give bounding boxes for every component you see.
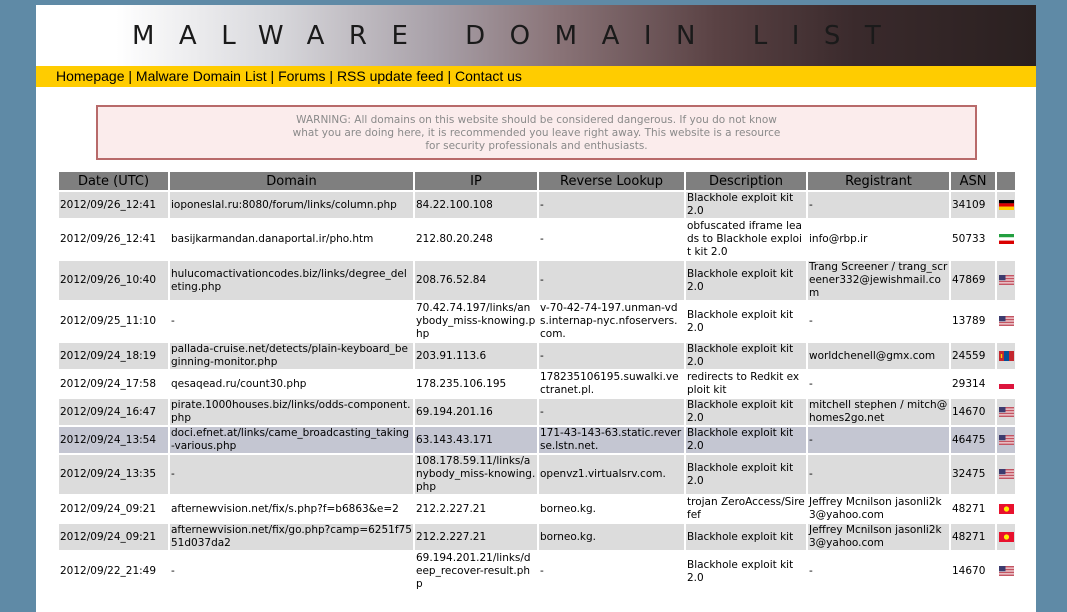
- column-header-registrant[interactable]: Registrant: [808, 172, 949, 190]
- cell-domain: afternewvision.net/fix/s.php?f=b6863&e=2: [170, 496, 413, 522]
- nav-separator: |: [443, 68, 455, 84]
- flag-usa-icon: [999, 275, 1014, 285]
- cell-domain: basijkarmandan.danaportal.ir/pho.htm: [170, 220, 413, 259]
- nav-link-malware-domain-list[interactable]: Malware Domain List: [135, 68, 267, 84]
- cell-registrant: -: [808, 192, 949, 218]
- column-header-reverse-lookup[interactable]: Reverse Lookup: [539, 172, 684, 190]
- cell-flag: [997, 552, 1015, 591]
- cell-flag: [997, 496, 1015, 522]
- flag-usa-icon: [999, 469, 1014, 479]
- site-title: MALWARE DOMAIN LIST: [132, 21, 906, 51]
- cell-ip: 63.143.43.171: [415, 427, 537, 453]
- cell-description: trojan ZeroAccess/Sirefef: [687, 496, 805, 521]
- warning-box: [96, 105, 977, 160]
- malware-table: [57, 170, 1017, 593]
- flag-kyrgyzstan-icon: [999, 532, 1014, 542]
- cell-reverse: -: [539, 261, 684, 300]
- cell-domain: ioponeslal.ru:8080/forum/links/column.php: [170, 192, 413, 218]
- table-row: [59, 302, 1015, 341]
- table-body: [59, 192, 1015, 591]
- cell-date: 2012/09/24_09:21: [59, 496, 168, 522]
- cell-flag: [997, 427, 1015, 453]
- cell-ip: 70.42.74.197/links/anybody_miss-knowing.php: [416, 302, 536, 340]
- table-row: [59, 524, 1015, 550]
- cell-date: 2012/09/24_13:54: [59, 427, 168, 453]
- cell-asn: 14670: [951, 399, 995, 425]
- nav-links: [56, 66, 522, 87]
- cell-reverse: -: [539, 552, 684, 591]
- cell-date: 2012/09/22_21:49: [59, 552, 168, 591]
- cell-reverse: -: [539, 399, 684, 425]
- flag-usa-icon: [999, 407, 1014, 417]
- cell-description: Blackhole exploit kit 2.0: [686, 399, 806, 425]
- cell-date: 2012/09/24_17:58: [59, 371, 168, 397]
- column-header-domain[interactable]: Domain: [170, 172, 413, 190]
- table-row: [59, 192, 1015, 218]
- cell-ip: 69.194.201.21/links/deep_recover-result.php: [415, 552, 537, 591]
- cell-reverse: 171-43-143-63.static.reverse.lstn.net.: [539, 427, 684, 453]
- cell-description: Blackhole exploit kit 2.0: [686, 552, 806, 591]
- cell-asn: 32475: [951, 455, 995, 494]
- site-banner: [36, 5, 1036, 66]
- cell-description: Blackhole exploit kit: [686, 524, 806, 550]
- table-row: [59, 496, 1015, 522]
- nav-separator: |: [266, 68, 279, 84]
- cell-registrant: -: [808, 427, 949, 453]
- cell-ip: 212.2.227.21: [415, 524, 537, 550]
- table-row: [59, 261, 1015, 300]
- cell-registrant: -: [808, 552, 949, 591]
- cell-date: 2012/09/24_16:47: [59, 399, 168, 425]
- cell-asn: 47869: [951, 261, 995, 300]
- cell-asn: 24559: [951, 343, 995, 369]
- cell-ip: 84.22.100.108: [415, 192, 537, 218]
- flag-germany-icon: [999, 200, 1014, 210]
- cell-reverse: openvz1.virtualsrv.com.: [539, 455, 684, 494]
- cell-description: Blackhole exploit kit 2.0: [686, 427, 806, 453]
- cell-flag: [997, 455, 1015, 494]
- cell-registrant: info@rbp.ir: [808, 220, 949, 259]
- cell-date: 2012/09/26_12:41: [59, 220, 168, 259]
- flag-mongolia-icon: [999, 351, 1014, 361]
- cell-ip: 208.76.52.84: [415, 261, 537, 300]
- nav-separator: |: [325, 68, 337, 84]
- table-row: [59, 343, 1015, 369]
- cell-flag: [997, 220, 1015, 259]
- cell-ip: 108.178.59.11/links/anybody_miss-knowing.php: [416, 455, 536, 493]
- cell-registrant: worldchenell@gmx.com: [808, 343, 949, 369]
- cell-flag: [997, 524, 1015, 550]
- cell-ip: 212.80.20.248: [415, 220, 537, 259]
- nav-bar: [36, 66, 1036, 87]
- cell-asn: 29314: [951, 371, 995, 397]
- cell-flag: [997, 371, 1015, 397]
- cell-reverse: -: [539, 192, 684, 218]
- cell-domain: -: [170, 302, 413, 341]
- cell-ip: 69.194.201.16: [415, 399, 537, 425]
- cell-description: Blackhole exploit kit 2.0: [686, 343, 806, 369]
- cell-flag: [997, 343, 1015, 369]
- flag-usa-icon: [999, 435, 1014, 445]
- column-header-date-utc[interactable]: Date (UTC): [59, 172, 168, 190]
- cell-description: Blackhole exploit kit 2.0: [686, 455, 806, 494]
- cell-reverse: borneo.kg.: [539, 496, 684, 522]
- cell-description: Blackhole exploit kit 2.0: [686, 192, 806, 218]
- table-row: [59, 371, 1015, 397]
- cell-registrant: mitchell stephen / mitch@homes2go.net: [809, 399, 948, 424]
- cell-domain: doci.efnet.at/links/came_broadcasting_taking-various.php: [170, 427, 413, 453]
- table-row: [59, 552, 1015, 591]
- cell-flag: [997, 261, 1015, 300]
- cell-domain: qesaqead.ru/count30.php: [170, 371, 413, 397]
- cell-domain: -: [170, 552, 413, 591]
- flag-iran-icon: [999, 234, 1014, 244]
- flag-poland-icon: [999, 379, 1014, 389]
- nav-separator: |: [124, 68, 136, 84]
- cell-registrant: -: [808, 455, 949, 494]
- cell-reverse: -: [539, 343, 684, 369]
- cell-flag: [997, 302, 1015, 341]
- cell-description: obfuscated iframe leads to Blackhole exploit kit 2.0: [686, 220, 806, 259]
- table-row: [59, 220, 1015, 259]
- page: [36, 5, 1036, 612]
- table-row: [59, 427, 1015, 453]
- cell-reverse: borneo.kg.: [539, 524, 684, 550]
- cell-description: Blackhole exploit kit 2.0: [686, 261, 806, 300]
- nav-link-contact-us[interactable]: Contact us: [455, 68, 522, 84]
- flag-usa-icon: [999, 566, 1014, 576]
- flag-kyrgyzstan-icon: [999, 504, 1014, 514]
- cell-domain: hulucomactivationcodes.biz/links/degree_deleting.php: [170, 261, 413, 300]
- warning-text: WARNING: All domains on this website should be considered dangerous. If you do not know what you are doing here, it is recommended you leave right away. This website is a resource for security professionals and enthusiasts.: [292, 114, 781, 152]
- cell-domain: -: [170, 455, 413, 494]
- cell-reverse: v-70-42-74-197.unman-vds.internap-nyc.nfoservers.com.: [539, 302, 684, 341]
- cell-ip: 178.235.106.195: [415, 371, 537, 397]
- cell-registrant: -: [808, 302, 949, 341]
- cell-date: 2012/09/25_11:10: [59, 302, 168, 341]
- column-header-flag[interactable]: [997, 172, 1015, 190]
- nav-link-forums[interactable]: Forums: [278, 68, 326, 84]
- cell-ip: 212.2.227.21: [415, 496, 537, 522]
- cell-asn: 14670: [951, 552, 995, 591]
- column-header-ip[interactable]: IP: [415, 172, 537, 190]
- cell-domain: pallada-cruise.net/detects/plain-keyboard_beginning-monitor.php: [170, 343, 413, 369]
- cell-date: 2012/09/24_18:19: [59, 343, 168, 369]
- cell-registrant: Jeffrey Mcnilson jasonli2k3@yahoo.com: [808, 524, 949, 550]
- cell-asn: 46475: [951, 427, 995, 453]
- nav-link-rss-update-feed[interactable]: RSS update feed: [336, 68, 444, 84]
- column-header-asn[interactable]: ASN: [951, 172, 995, 190]
- cell-asn: 34109: [951, 192, 995, 218]
- cell-asn: 13789: [951, 302, 995, 341]
- table-row: [59, 455, 1015, 494]
- cell-ip: 203.91.113.6: [415, 343, 537, 369]
- cell-date: 2012/09/24_09:21: [59, 524, 168, 550]
- cell-flag: [997, 399, 1015, 425]
- cell-date: 2012/09/26_10:40: [59, 261, 168, 300]
- cell-registrant: Jeffrey Mcnilson jasonli2k3@yahoo.com: [808, 496, 949, 522]
- cell-registrant: Trang Screener / trang_screener332@jewishmail.com: [809, 261, 948, 299]
- nav-link-homepage[interactable]: Homepage: [56, 68, 125, 84]
- cell-registrant: -: [808, 371, 949, 397]
- cell-domain: afternewvision.net/fix/go.php?camp=6251f7551d037da2: [171, 524, 412, 549]
- table-row: [59, 399, 1015, 425]
- cell-reverse: 178235106195.suwalki.vectranet.pl.: [539, 371, 684, 397]
- cell-flag: [997, 192, 1015, 218]
- cell-date: 2012/09/24_13:35: [59, 455, 168, 494]
- cell-domain: pirate.1000houses.biz/links/odds-component.php: [170, 399, 413, 425]
- cell-asn: 50733: [951, 220, 995, 259]
- cell-date: 2012/09/26_12:41: [59, 192, 168, 218]
- cell-asn: 48271: [951, 524, 995, 550]
- cell-description: redirects to Redkit exploit kit: [686, 371, 806, 397]
- cell-description: Blackhole exploit kit 2.0: [686, 302, 806, 341]
- column-header-description[interactable]: Description: [686, 172, 806, 190]
- cell-reverse: -: [539, 220, 684, 259]
- cell-asn: 48271: [951, 496, 995, 522]
- flag-usa-icon: [999, 316, 1014, 326]
- table-header: [59, 172, 1015, 190]
